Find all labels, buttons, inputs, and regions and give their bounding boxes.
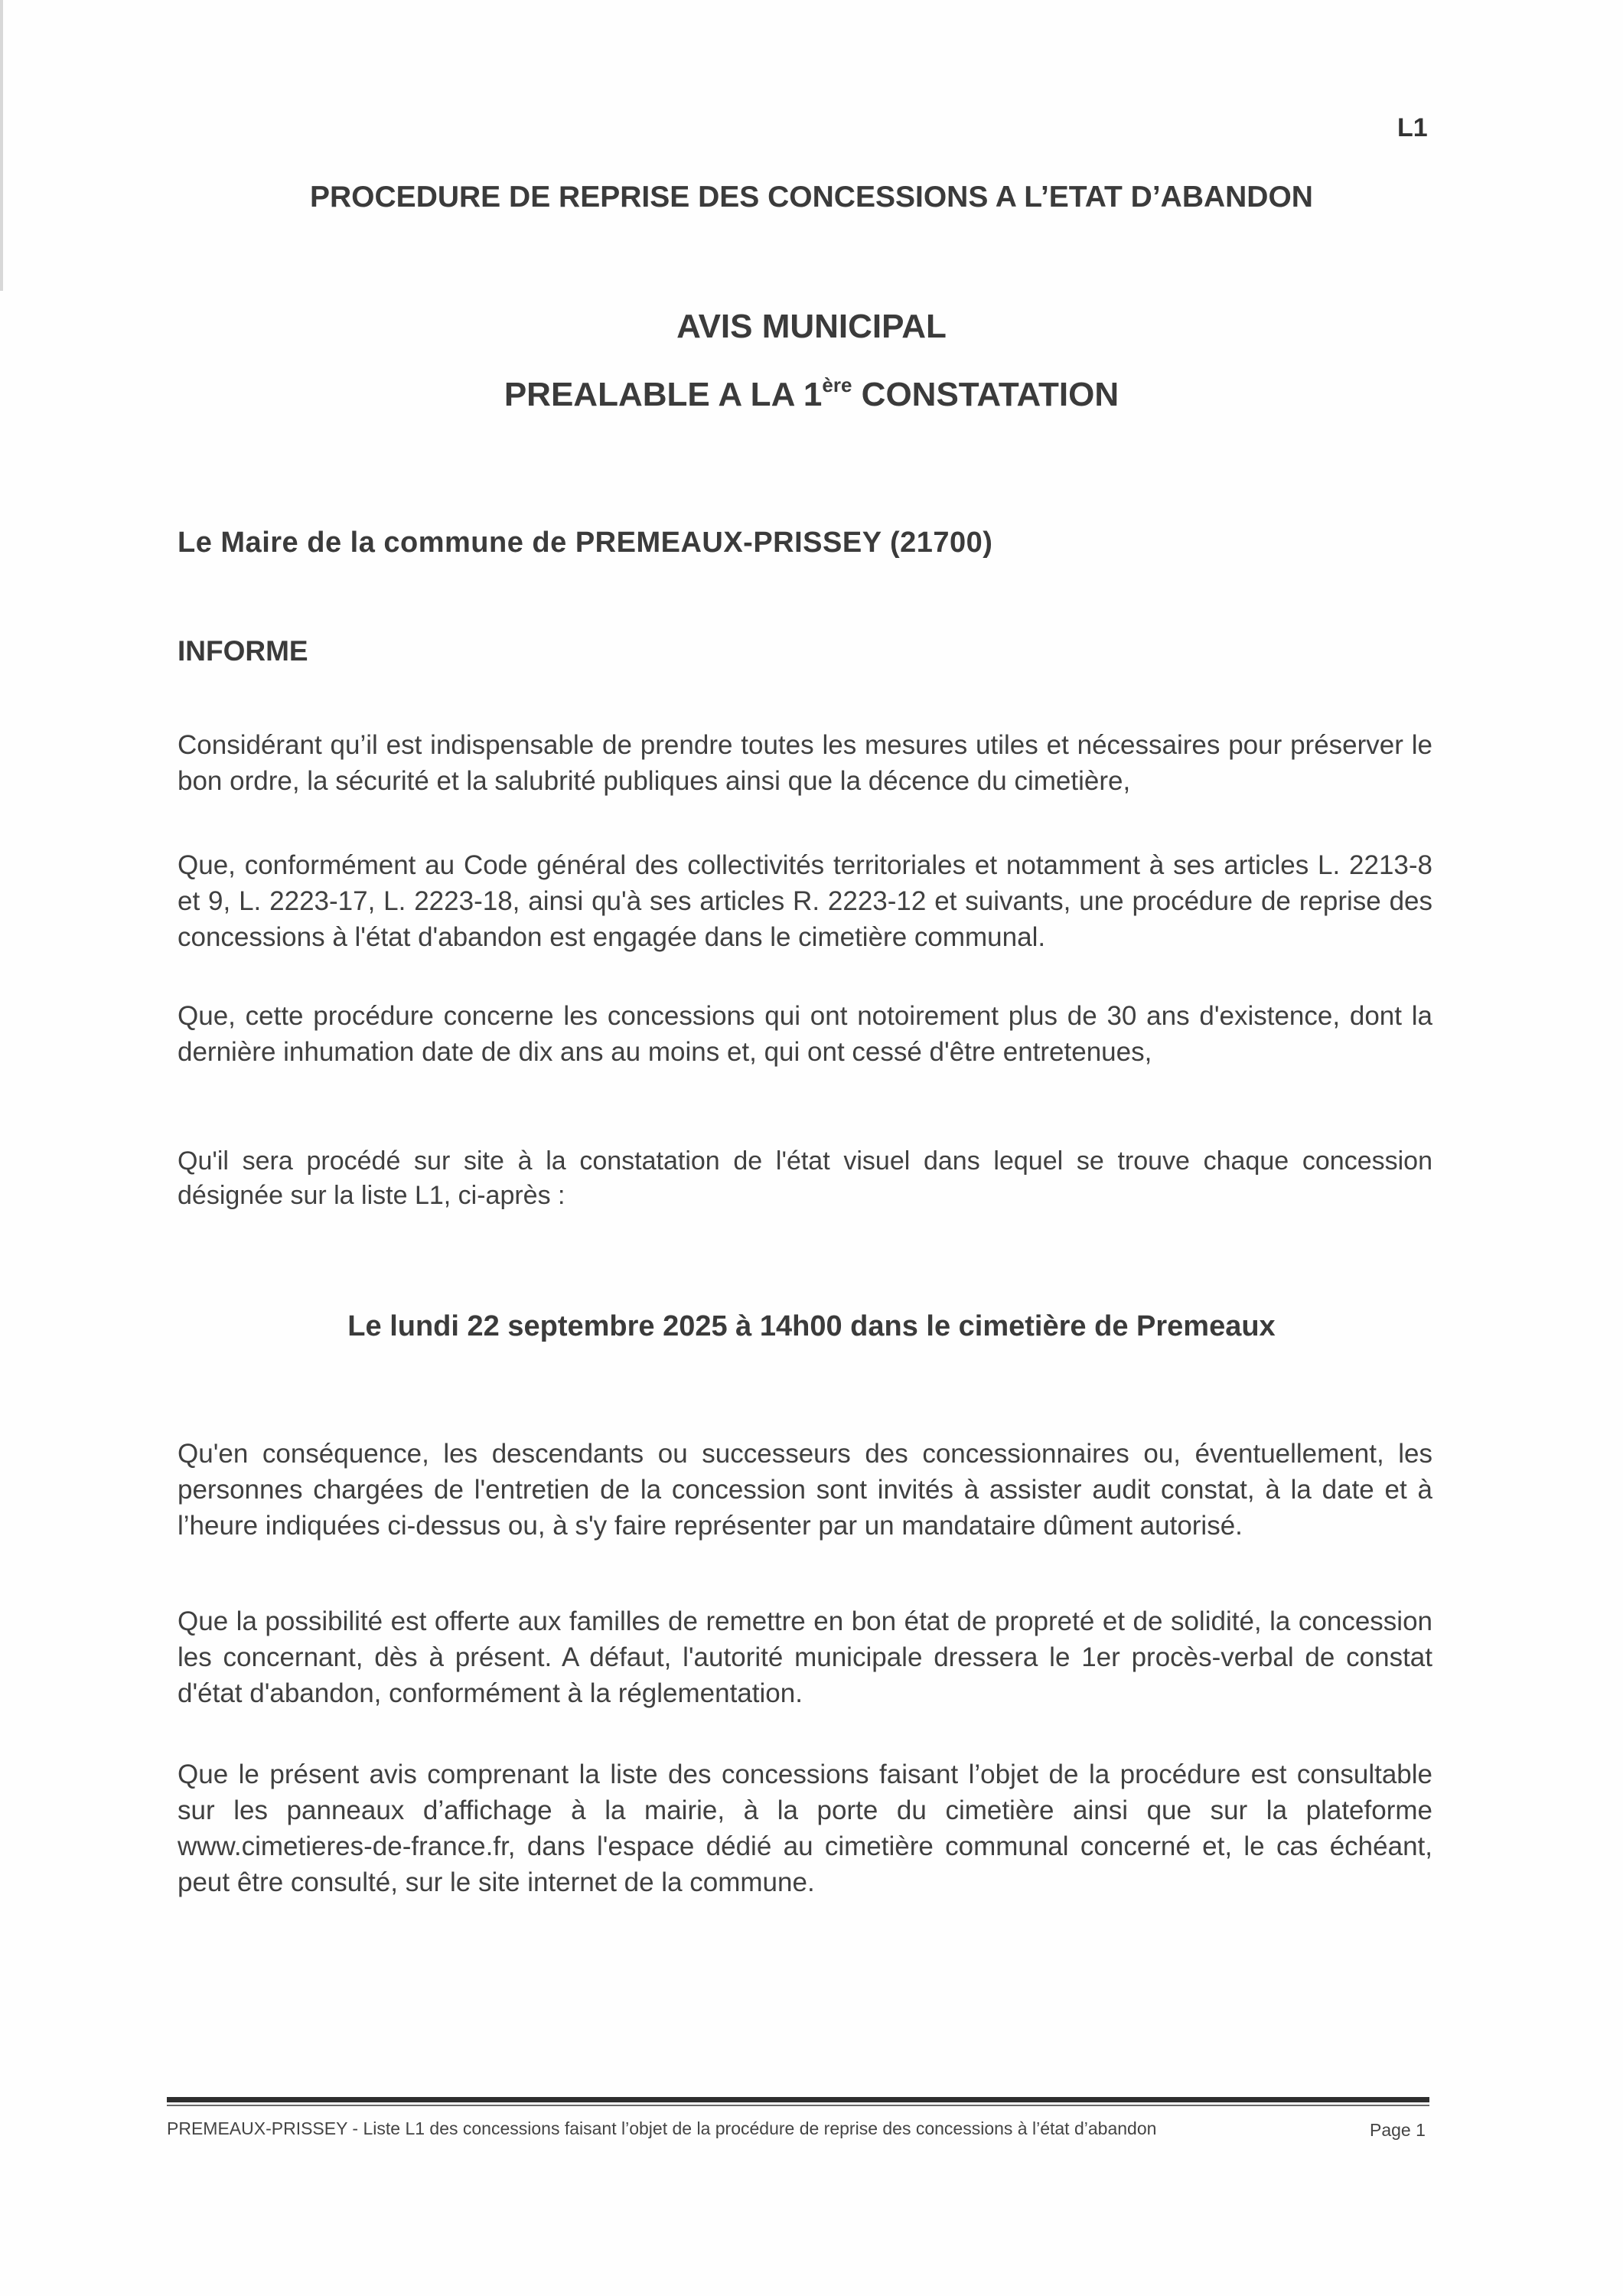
footer-text: PREMEAUX-PRISSEY - Liste L1 des concessions faisant l’objet de la procédure de reprise des concessions à l’état d’abandon [167, 2118, 1157, 2138]
paragraph-possibilite: Que la possibilité est offerte aux familles de remettre en bon état de propreté et de solidité, la concession les concernant, dès à présent. A défaut, l'autorité municipale dressera le 1er procès-verbal de constat d'état d'abandon, conformément à la réglementation. [178, 1606, 1432, 1708]
constat-date-line: Le lundi 22 septembre 2025 à 14h00 dans le cimetière de Premeaux [347, 1310, 1276, 1342]
paragraph-code-general: Que, conformément au Code général des collectivités territoriales et notamment à ses articles L. 2213-8 et 9, L. 2223-17, L. 2223-18, ainsi qu'à ses articles R. 2223-12 et suivants, une procédure de reprise des concessions à l'état d'abandon est engagée dans le cimetière communal. [178, 850, 1432, 952]
prealable-title [0, 373, 1623, 414]
paragraph-considerant: Considérant qu’il est indispensable de prendre toutes les mesures utiles et nécessaires pour préserver le bon ordre, la sécurité et la salubrité publiques ainsi que la décence du cimetière, [178, 730, 1432, 796]
prealable-superscript: ère [822, 373, 852, 396]
paragraph-present-avis: Que le présent avis comprenant la liste des concessions faisant l’objet de la procédure est consultable sur les panneaux d’affichage à la mairie, à la porte du cimetière ainsi que sur la plateforme www.cimetieres-de-france.fr, dans l'espace dédié au cimetière communal concerné et, le cas échéant, peut être consulté, sur le site internet de la commune. [178, 1760, 1432, 1897]
page-code: L1 [1397, 113, 1428, 142]
footer-page-number: Page 1 [1370, 2120, 1426, 2140]
paragraph-constatation: Qu'il sera procédé sur site à la constatation de l'état visuel dans lequel se trouve chaque concession désignée sur la liste L1, ci-après : [178, 1146, 1432, 1210]
maire-line: Le Maire de la commune de PREMEAUX-PRISSEY (21700) [178, 527, 993, 559]
footer-rule [167, 2097, 1429, 2102]
avis-title: AVIS MUNICIPAL [676, 308, 947, 345]
footer-rule-thin [167, 2105, 1429, 2106]
procedure-title: PROCEDURE DE REPRISE DES CONCESSIONS A L’ETAT D’ABANDON [310, 181, 1313, 214]
prealable-prefix: PREALABLE A LA 1 [504, 376, 823, 413]
paragraph-procedure-concerne: Que, cette procédure concerne les concessions qui ont notoirement plus de 30 ans d'existence, dont la dernière inhumation date de dix ans au moins et, qui ont cessé d'être entretenues, [178, 1001, 1432, 1067]
informe-heading: INFORME [178, 635, 308, 667]
paragraph-consequence: Qu'en conséquence, les descendants ou successeurs des concessionnaires ou, éventuellement, les personnes chargées de l'entretien de la concession sont invités à assister audit constat, à la date et à l’heure indiquées ci-dessus ou, à s'y faire représenter par un mandataire dûment autorisé. [178, 1439, 1432, 1541]
scan-edge-shadow [0, 0, 3, 291]
prealable-suffix: CONSTATATION [852, 376, 1119, 413]
